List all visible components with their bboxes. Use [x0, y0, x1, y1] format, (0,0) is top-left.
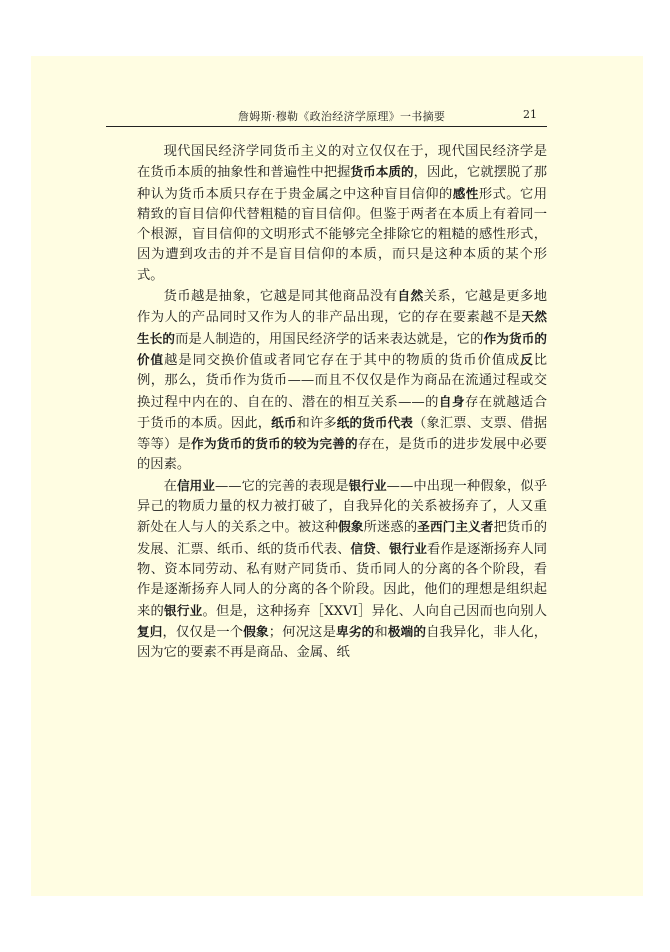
text-run: （象汇票、支票、借据等等）是 [137, 415, 548, 453]
emphasis-text: 纸币 [271, 414, 297, 430]
text-run: 所迷惑的 [363, 520, 418, 536]
emphasis-text: 假象 [243, 623, 269, 639]
text-run: ——中出现一种假象，似乎异己的物质力量的权力被打破了，自我异化的关系被扬弃了，人又重新处在人与人的关系之中。被这种 [137, 478, 548, 536]
emphasis-text: 作为货币的价值 [137, 330, 548, 367]
text-run: 货币越是抽象，它越是同其他商品没有 [163, 289, 398, 305]
text-run: ，因此，它就摆脱了那种认为货币本质只存在于贵金属之中这种盲目信仰的 [137, 165, 548, 202]
paragraph [137, 286, 547, 476]
text-run: 关系，它越是更多地作为人的产品同时又作为人的非产品出现，它的存在要素越不是 [137, 289, 548, 326]
text-run: 而是人制造的，用国民经济学的话来表达就是，它的 [175, 331, 484, 347]
emphasis-text: 复归 [137, 623, 163, 639]
body-text [137, 142, 547, 663]
emphasis-text: 圣西门主义者 [417, 519, 494, 535]
emphasis-text: 假象 [338, 519, 364, 535]
page-number: 21 [523, 108, 537, 121]
emphasis-text: 信贷 [350, 540, 376, 556]
emphasis-text: 信用业 [176, 477, 215, 493]
text-run: 形式。它用精致的盲目信仰代替粗糙的盲目信仰。但鉴于两者在本质上有着同一个根源，盲目信仰的文明形式不能够完全排除它的粗糙的感性形式，因为遭到攻击的并不是盲目信仰的本质，而只是这种本质的某个形式。 [137, 186, 548, 283]
running-title: 詹姆斯·穆勒《政治经济学原理》一书摘要 [238, 110, 446, 123]
text-run: 。但是，这种扬弃［XXVI］异化、人向自己因而也向别人 [202, 603, 548, 619]
paragraph [137, 476, 547, 664]
emphasis-text: 感性 [452, 185, 479, 201]
text-run: 存在就越适合于货币的本质。因此， [137, 394, 548, 431]
emphasis-text: 天然生长的 [137, 309, 548, 346]
emphasis-text: 自身 [438, 393, 465, 409]
text-run: 看作是逐渐扬弃人同物、资本同劳动、私有财产同货币、货币同人的分离的各个阶段，看作是逐渐扬弃人同人的分离的各个阶段。因此，他们的理想是组织起来的 [137, 541, 548, 619]
emphasis-text: 银行业 [164, 602, 203, 618]
text-run: 和 [374, 624, 388, 640]
text-run: 把货币的发展、汇票、纸币、纸的货币代表、 [137, 520, 548, 557]
text-run: 越是同交换价值或者同它存在于其中的物质的货币价值成 [164, 352, 521, 368]
emphasis-text: 自然 [397, 288, 424, 304]
text-run: ；何况这是 [268, 624, 337, 640]
text-run: 在 [163, 478, 177, 494]
text-run: 存在，是货币的进步发展中必要的因素。 [137, 437, 548, 473]
text-run: ，仅仅是一个 [162, 624, 244, 640]
emphasis-text: 银行业 [348, 477, 387, 493]
emphasis-text: 极端的 [387, 623, 427, 639]
text-run: 比例，那么，货币作为货币——而且不仅仅是作为商品在流通过程或交换过程中内在的、自在的、潜在的相互关系——的 [137, 352, 548, 410]
emphasis-text: 银行业 [389, 540, 427, 556]
text-run: 自我异化，非人化，因为它的要素不再是商品、金属、纸 [137, 624, 548, 661]
text-run: 现代国民经济学同货币主义的对立仅仅在于，现代国民经济学是在货币本质的抽象性和普遍性中把握 [137, 144, 547, 181]
running-header [106, 106, 547, 127]
text-run: 和许多 [296, 415, 337, 431]
emphasis-text: 货币本质的 [350, 164, 414, 180]
text-run: 、 [375, 541, 390, 557]
emphasis-text: 纸的货币代表 [336, 414, 414, 430]
text-run: ——它的完善的表现是 [214, 478, 349, 494]
emphasis-text: 反 [520, 351, 534, 367]
emphasis-text: 卑劣的 [336, 623, 375, 639]
emphasis-text: 作为货币的货币的较为完善的 [191, 436, 358, 452]
paragraph [137, 142, 547, 286]
